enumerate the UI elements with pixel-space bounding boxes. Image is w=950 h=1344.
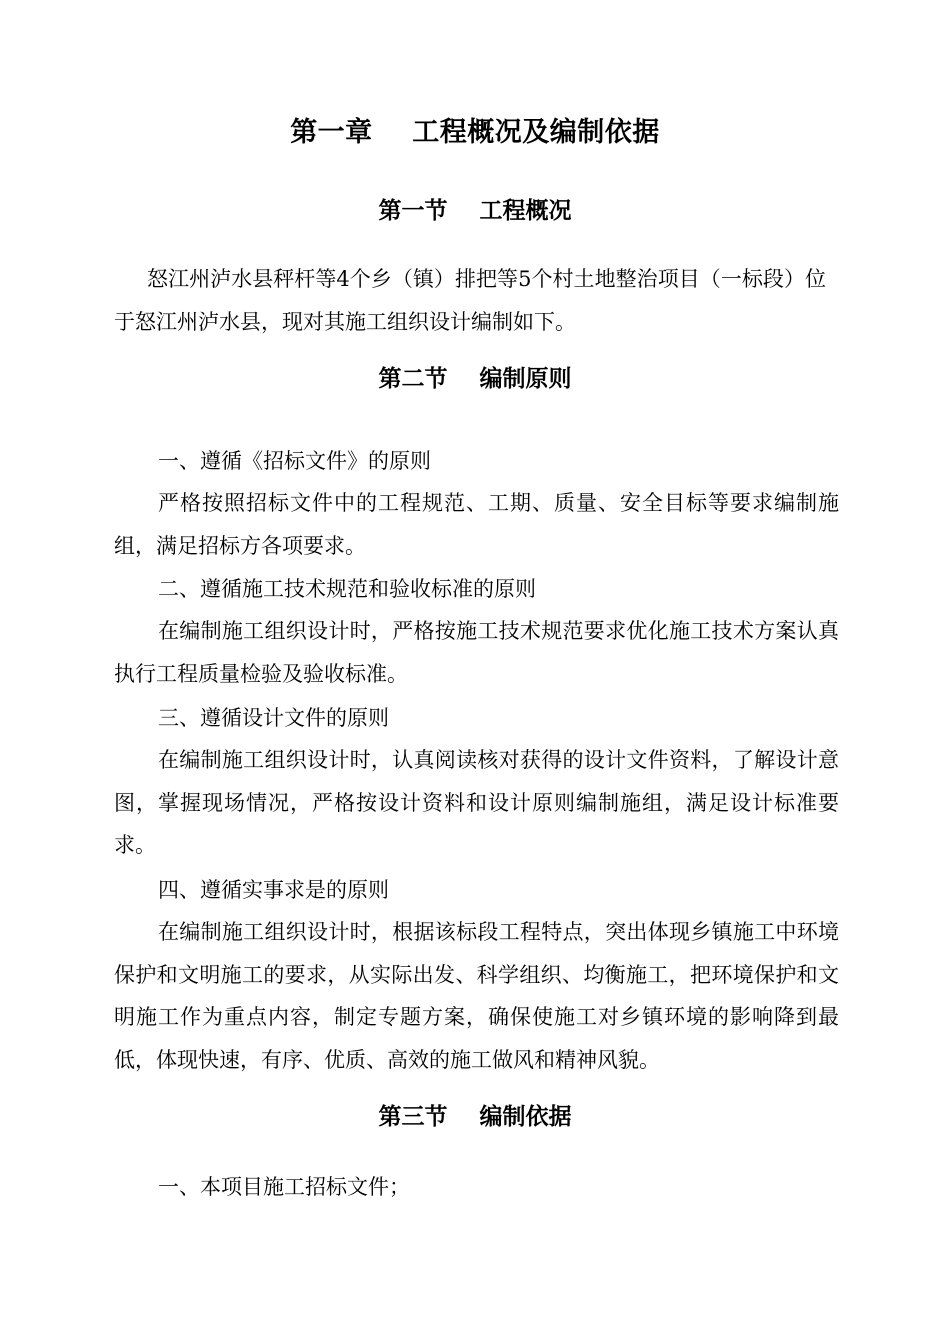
chapter-title: 第一章 工程概况及编制依据 <box>290 117 660 148</box>
principle-heading-2: 二、遵循施工技术规范和验收标准的原则 <box>158 577 536 601</box>
basis-item-1: 一、本项目施工招标文件； <box>158 1175 410 1199</box>
principle-heading-1: 一、遵循《招标文件》的原则 <box>158 449 431 473</box>
section-title-principles: 第二节 编制原则 <box>378 365 572 392</box>
principle-heading-3: 三、遵循设计文件的原则 <box>158 706 389 730</box>
principle-text-4: 在编制施工组织设计时，根据该标段工程特点，突出体现乡镇施工中环境保护和文明施工的要求，从实际出发、科学组织、均衡施工，把环境保护和文明施工作为重点内容，制定专题方案，确保使施工对乡镇环境的影响降到最低，体现快速，有序、优质、高效的施工做风和精神风貌。 <box>114 920 839 1072</box>
overview-paragraph: 怒江州泸水县秤杆等4个乡（镇）排把等5个村土地整治项目（一标段）位于怒江州泸水县，现对其施工组织设计编制如下。 <box>114 267 826 334</box>
section-title-overview: 第一节 工程概况 <box>378 197 572 224</box>
principle-text-1: 严格按照招标文件中的工程规范、工期、质量、安全目标等要求编制施组，满足招标方各项要求。 <box>114 491 839 558</box>
section-title-basis: 第三节 编制依据 <box>378 1103 572 1130</box>
principle-text-3: 在编制施工组织设计时，认真阅读核对获得的设计文件资料，了解设计意图，掌握现场情况，严格按设计资料和设计原则编制施组，满足设计标准要求。 <box>114 748 839 857</box>
principle-text-2: 在编制施工组织设计时，严格按施工技术规范要求优化施工技术方案认真执行工程质量检验及验收标准。 <box>114 619 839 686</box>
principle-heading-4: 四、遵循实事求是的原则 <box>158 878 389 902</box>
